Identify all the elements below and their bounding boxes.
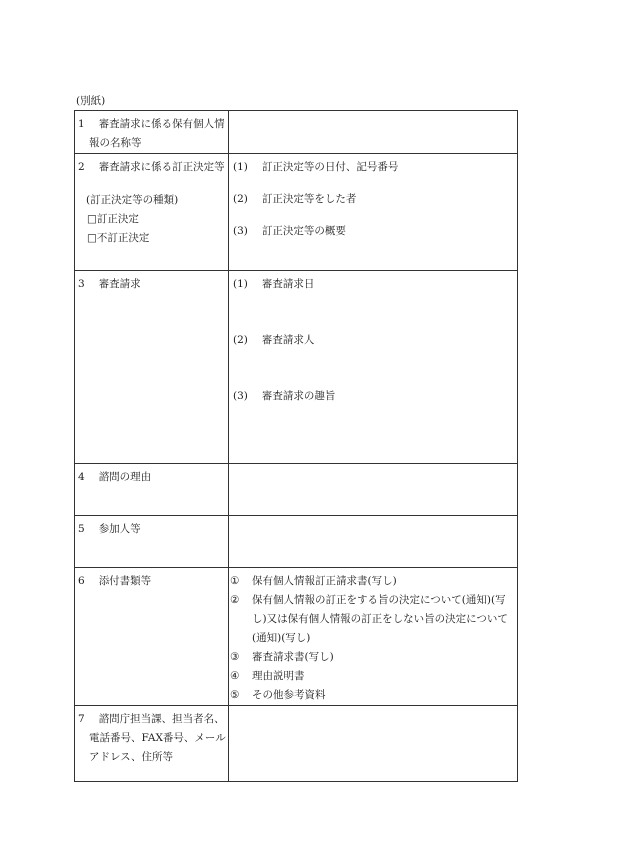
attachment-mark: ④ xyxy=(230,670,240,682)
row-3-heading xyxy=(78,275,228,294)
attachment-item-1 xyxy=(230,572,517,591)
row-5-heading xyxy=(78,520,228,539)
item-number: (3) xyxy=(233,225,248,237)
item-text: 審査請求日 xyxy=(261,278,315,290)
row-1-label-cell xyxy=(75,111,229,154)
row-6-label: 添付書類等 xyxy=(98,575,152,587)
row-7-label: 諮問庁担当課、担当者名、電話番号、FAX番号、メールアドレス、住所等 xyxy=(89,713,226,763)
checkbox-non-correction-decision[interactable]: □不訂正決定 xyxy=(87,232,150,244)
attachment-text: その他参考資料 xyxy=(252,689,326,701)
item-text: 訂正決定等をした者 xyxy=(261,193,357,205)
attachment-mark: ① xyxy=(230,575,240,587)
row-6-number: 6 xyxy=(78,575,85,587)
attachment-note: (別紙) xyxy=(76,95,106,107)
row-3-number: 3 xyxy=(78,278,85,290)
row-7-number: 7 xyxy=(78,713,85,725)
form-row-5 xyxy=(75,516,518,568)
row-5-label-cell xyxy=(75,516,229,568)
row-3-content-cell[interactable] xyxy=(229,271,518,464)
attachment-mark: ③ xyxy=(230,651,240,663)
row-4-label-cell xyxy=(75,464,229,516)
row-6-label-cell xyxy=(75,568,229,706)
checkbox-correction-decision[interactable]: □訂正決定 xyxy=(87,213,139,225)
row-3-item-3 xyxy=(233,387,517,406)
row-7-heading xyxy=(78,710,228,767)
row-1-heading xyxy=(78,115,228,153)
row-2-label: 審査請求に係る訂正決定等 xyxy=(98,161,225,173)
row-6-content-cell[interactable] xyxy=(229,568,518,706)
row-1-number: 1 xyxy=(78,118,85,130)
attachment-text: 保有個人情報の訂正をする旨の決定について(通知)(写し)又は保有個人情報の訂正をしない旨の決定について(通知)(写し) xyxy=(252,594,508,644)
attachment-item-3 xyxy=(230,648,517,667)
row-7-content-cell[interactable] xyxy=(229,706,518,782)
item-number: (2) xyxy=(233,193,248,205)
row-4-heading xyxy=(78,468,228,487)
attachment-item-4 xyxy=(230,667,517,686)
row-2-number: 2 xyxy=(78,161,85,173)
row-7-label-cell xyxy=(75,706,229,782)
item-number: (1) xyxy=(233,161,248,173)
row-3-label: 審査請求 xyxy=(98,278,141,290)
row-3-item-1 xyxy=(233,275,517,294)
form-row-3 xyxy=(75,271,518,464)
row-2-content-cell[interactable] xyxy=(229,154,518,271)
item-text: 審査請求の趣旨 xyxy=(261,390,336,402)
attachment-item-5 xyxy=(230,686,517,705)
row-4-label: 諮問の理由 xyxy=(98,471,152,483)
item-number: (2) xyxy=(233,334,248,346)
form-row-2 xyxy=(75,154,518,271)
row-2-item-1 xyxy=(233,158,517,177)
item-number: (3) xyxy=(233,390,248,402)
row-2-item-3 xyxy=(233,222,517,241)
inquiry-form-table xyxy=(74,110,518,782)
decision-type-caption: (訂正決定等の種類) xyxy=(86,194,179,206)
form-row-4 xyxy=(75,464,518,516)
row-5-content-cell[interactable] xyxy=(229,516,518,568)
item-number: (1) xyxy=(233,278,248,290)
row-2-label-cell xyxy=(75,154,229,271)
row-3-label-cell xyxy=(75,271,229,464)
attachment-text: 審査請求書(写し) xyxy=(252,651,334,663)
row-1-label: 審査請求に係る保有個人情報の名称等 xyxy=(89,118,225,149)
item-text: 訂正決定等の概要 xyxy=(261,225,346,237)
row-3-item-2 xyxy=(233,331,517,350)
attachment-mark: ⑤ xyxy=(230,689,240,701)
row-4-content-cell[interactable] xyxy=(229,464,518,516)
item-text: 訂正決定等の日付、記号番号 xyxy=(261,161,399,173)
attachment-text: 保有個人情報訂正請求書(写し) xyxy=(252,575,397,587)
row-4-number: 4 xyxy=(78,471,85,483)
item-text: 審査請求人 xyxy=(261,334,315,346)
row-5-number: 5 xyxy=(78,523,85,535)
row-2-item-2 xyxy=(233,190,517,209)
form-row-7 xyxy=(75,706,518,782)
row-6-heading xyxy=(78,572,228,591)
form-row-6 xyxy=(75,568,518,706)
row-1-content-cell[interactable] xyxy=(229,111,518,154)
attachment-text: 理由説明書 xyxy=(252,670,305,682)
attachment-mark: ② xyxy=(230,594,240,606)
row-5-label: 参加人等 xyxy=(98,523,141,535)
attachment-item-2 xyxy=(230,591,517,648)
row-2-heading xyxy=(78,158,228,177)
form-row-1 xyxy=(75,111,518,154)
